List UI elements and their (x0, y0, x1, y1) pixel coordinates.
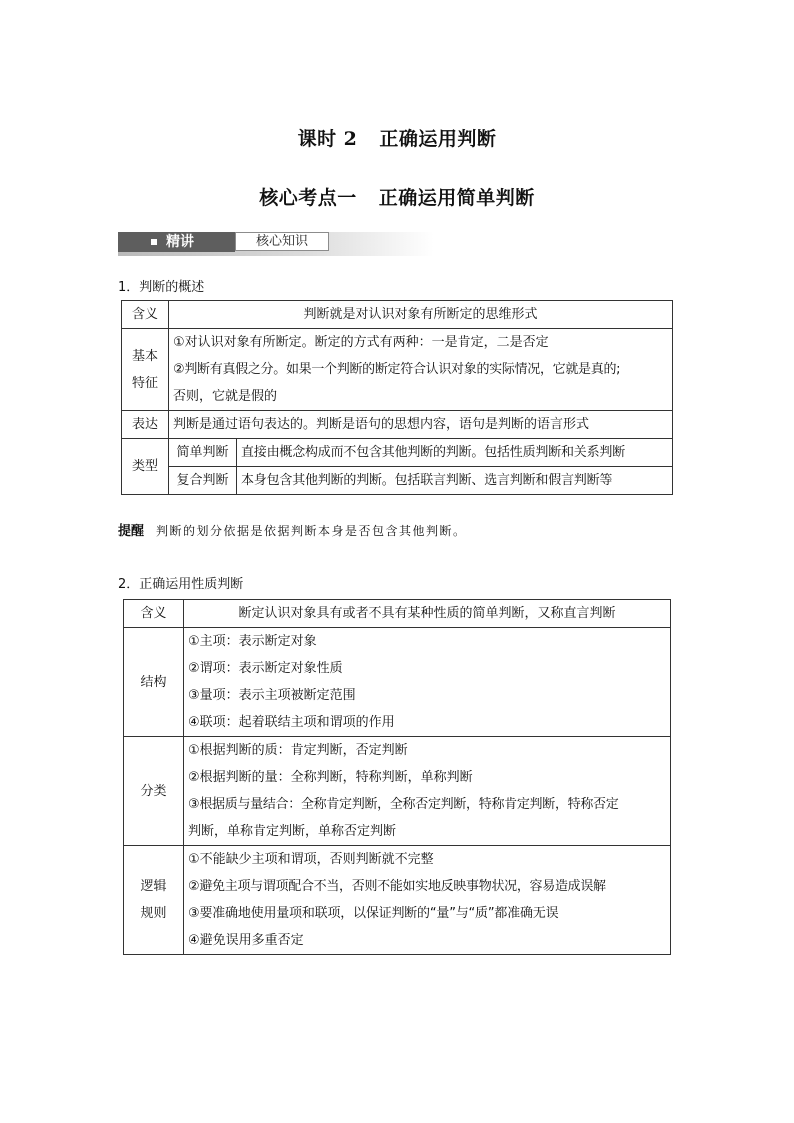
lesson-title: 正确运用判断 (379, 128, 497, 150)
label-line: 特征 (131, 375, 158, 391)
content-line: 否则，它就是假的 (173, 389, 278, 404)
section-2-heading: 2．正确运用性质判断 (118, 577, 244, 592)
row-label: 含义 (122, 301, 169, 329)
row-content: 断定认识对象具有或者不具有某种性质的简单判断，又称直言判断 (184, 600, 671, 628)
lesson-number: 课时 2 (297, 128, 358, 150)
content-line: ③量项：表示主项被断定范围 (188, 688, 356, 703)
content-line: ①主项：表示断定对象 (188, 634, 317, 649)
sub-label: 复合判断 (169, 467, 237, 495)
label-line: 基本 (131, 348, 158, 364)
property-judgment-table (123, 599, 671, 955)
content-line: ②根据判断的量：全称判断，特称判断，单称判断 (188, 770, 473, 785)
table-row (124, 600, 671, 628)
row-label: 分类 (124, 737, 184, 846)
row-label: 类型 (122, 439, 169, 495)
label-line: 逻辑 (140, 879, 167, 894)
label-line: 规则 (140, 906, 167, 921)
content-line: 判断，单称肯定判断，单称否定判断 (188, 824, 397, 839)
sub-label: 简单判断 (169, 439, 237, 467)
row-content: 判断就是对认识对象有所断定的思维形式 (169, 301, 673, 329)
row-content (184, 628, 671, 737)
row-label (124, 846, 184, 955)
content-line: ②判断有真假之分。如果一个判断的断定符合认识对象的实际情况，它就是真的; (173, 362, 621, 377)
page-title (0, 124, 794, 151)
row-content (169, 329, 673, 411)
table-row (122, 439, 673, 467)
tip-text: 判断的划分依据是依据判断本身是否包含其他判断。 (156, 524, 467, 538)
banner-tag-label: 精讲 (166, 234, 194, 250)
row-content (184, 846, 671, 955)
table-row (124, 737, 671, 846)
section-title (0, 183, 794, 210)
section-prefix: 核心考点一 (259, 187, 357, 209)
row-label: 含义 (124, 600, 184, 628)
row-label (122, 329, 169, 411)
table-row (124, 846, 671, 955)
tip-note (118, 520, 467, 539)
banner-label: 核心知识 (235, 232, 329, 251)
row-content (184, 737, 671, 846)
banner-tag (118, 232, 235, 252)
row-content: 判断是通过语句表达的。判断是语句的思想内容，语句是判断的语言形式 (169, 411, 673, 439)
table-row (122, 411, 673, 439)
judgment-overview-table (121, 300, 673, 495)
row-content: 本身包含其他判断的判断。包括联言判断、选言判断和假言判断等 (237, 467, 673, 495)
content-line: ③根据质与量结合：全称肯定判断，全称否定判断，特称肯定判断，特称否定 (188, 797, 619, 812)
table-row (122, 467, 673, 495)
row-content: 直接由概念构成而不包含其他判断的判断。包括性质判断和关系判断 (237, 439, 673, 467)
content-line: ④联项：起着联结主项和谓项的作用 (188, 715, 395, 730)
tip-label: 提醒 (118, 524, 145, 539)
section-1-heading: 1．判断的概述 (118, 280, 205, 295)
section-main-title: 正确运用简单判断 (378, 187, 535, 209)
content-line: ②谓项：表示断定对象性质 (188, 661, 343, 676)
square-bullet-icon (151, 239, 157, 245)
row-label: 结构 (124, 628, 184, 737)
content-line: ④避免误用多重否定 (188, 933, 304, 948)
banner (118, 232, 434, 256)
table-row (122, 301, 673, 329)
table-row (124, 628, 671, 737)
table-row (122, 329, 673, 411)
row-label: 表达 (122, 411, 169, 439)
content-line: ①对认识对象有所断定。断定的方式有两种：一是肯定，二是否定 (173, 335, 549, 350)
content-line: ①根据判断的质：肯定判断，否定判断 (188, 743, 408, 758)
content-line: ①不能缺少主项和谓项，否则判断就不完整 (188, 852, 434, 867)
content-line: ③要准确地使用量项和联项，以保证判断的“量”与“质”都准确无误 (188, 906, 559, 921)
content-line: ②避免主项与谓项配合不当，否则不能如实地反映事物状况，容易造成误解 (188, 879, 606, 894)
